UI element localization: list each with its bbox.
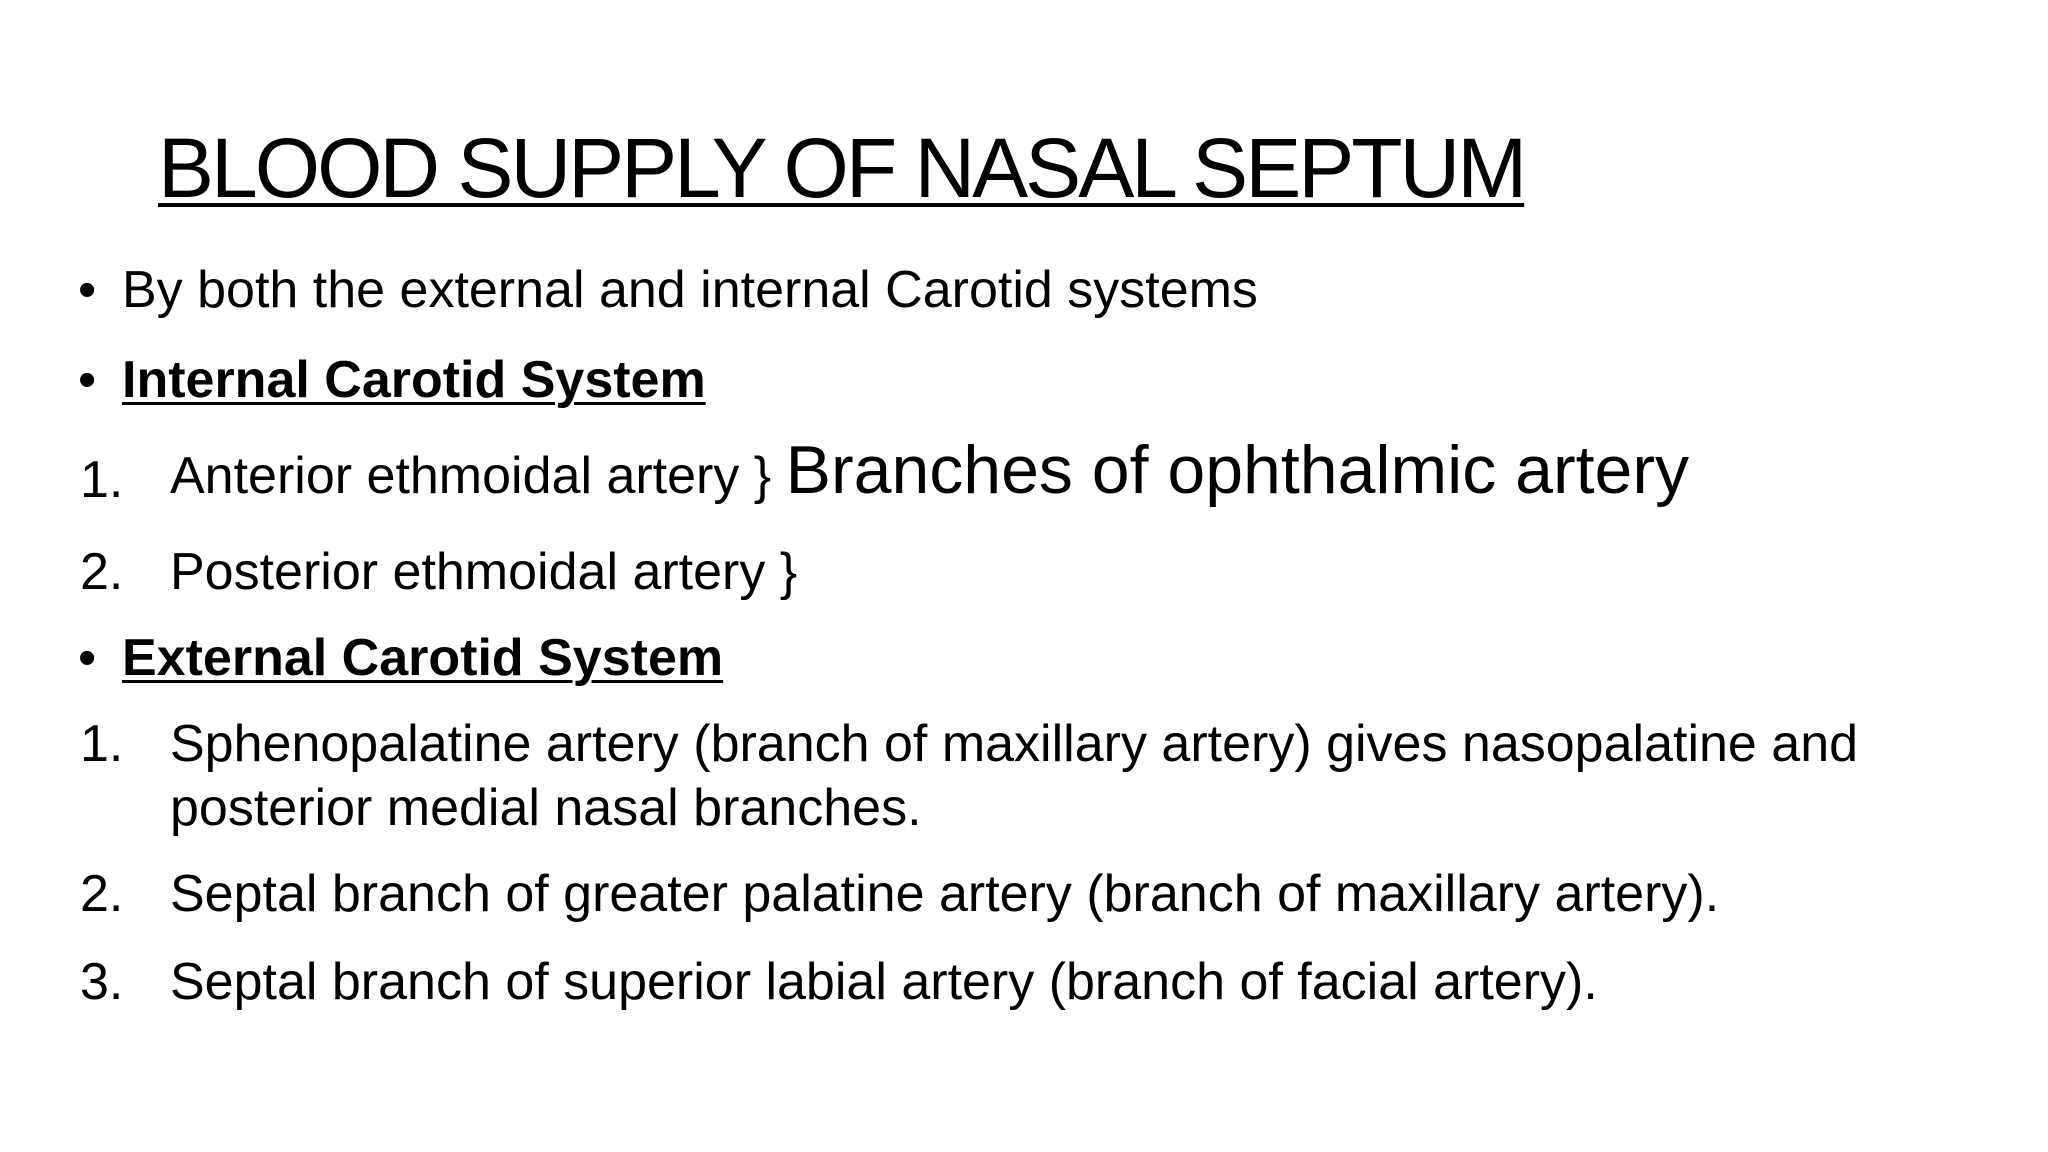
intro-text: By both the external and internal Carotid systems: [122, 261, 1258, 319]
list-item-text: Sphenopalatine artery (branch of maxillary artery) gives nasopalatine and: [170, 715, 1859, 773]
bullet-marker: •: [78, 261, 97, 319]
list-number: 1.: [80, 715, 124, 773]
list-number: 2.: [80, 865, 124, 923]
list-item-text: Septal branch of greater palatine artery (branch of maxillary artery).: [170, 865, 1720, 923]
list-item: [170, 432, 1689, 508]
internal-carotid-heading: Internal Carotid System: [122, 351, 706, 409]
list-item-text: Septal branch of superior labial artery (branch of facial artery).: [170, 953, 1598, 1011]
bullet-marker: •: [78, 629, 97, 687]
list-item-text: Anterior ethmoidal artery }: [170, 447, 772, 505]
list-number: 3.: [80, 953, 124, 1011]
slide-title: BLOOD SUPPLY OF NASAL SEPTUM: [158, 121, 1525, 215]
external-carotid-heading: External Carotid System: [122, 629, 724, 687]
list-number: 2.: [80, 543, 124, 601]
list-item-text: Posterior ethmoidal artery }: [170, 543, 798, 601]
bullet-marker: •: [78, 351, 97, 409]
list-number: 1.: [80, 451, 124, 509]
list-item-note: Branches of ophthalmic artery: [785, 432, 1689, 508]
list-item-text-continued: posterior medial nasal branches.: [170, 779, 922, 837]
